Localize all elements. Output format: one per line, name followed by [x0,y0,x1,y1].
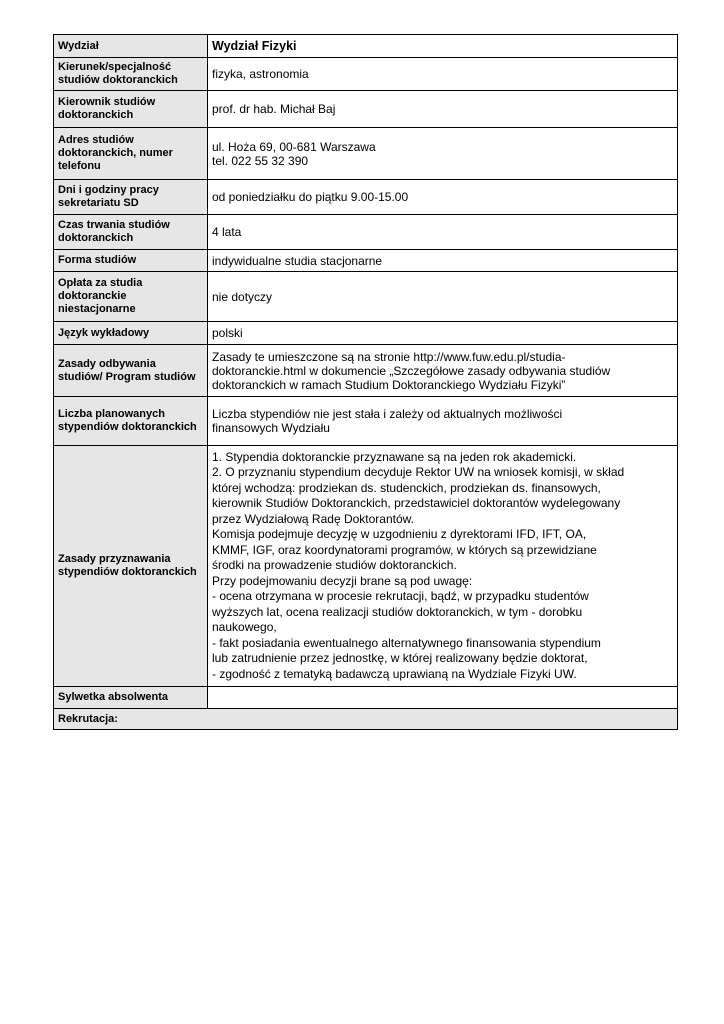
row-value: Wydział Fizyki [208,35,678,58]
text-line: KMMF, IGF, oraz koordynatorami programów, w których są przewidziane [212,542,597,557]
text-line: której wchodzą: prodziekan ds. studenckich, prodziekan ds. finansowych, [212,480,601,495]
text-line: przez Wydziałową Radę Doktorantów. [212,511,414,526]
text-line: Przy podejmowaniu decyzji brane są pod uwagę: [212,573,473,588]
row-label: Adres studiów doktoranckich, numer telefonu [54,128,208,180]
table-row [54,58,678,91]
row-value [208,687,678,709]
text-line: - ocena otrzymana w procesie rekrutacji, bądź, w przypadku studentów [212,589,589,604]
row-label: Język wykładowy [54,322,208,345]
row-value [208,128,678,180]
row-value [208,345,678,397]
table-row [54,250,678,272]
text-line: Komisja podejmuje decyzję w uzgodnieniu z dyrektorami IFD, IFT, OA, [212,527,587,542]
table-row [54,35,678,58]
table-row [54,322,678,345]
text-line: doktoranckie.html w dokumencie „Szczegółowe zasady odbywania studiów [212,363,611,378]
row-value: polski [208,322,678,345]
table-row [54,180,678,215]
row-value [208,397,678,446]
address-line: ul. Hoża 69, 00-681 Warszawa [212,139,376,154]
recruitment-label: Rekrutacja: [54,709,678,730]
row-label: Dni i godziny pracy sekretariatu SD [54,180,208,215]
row-value: od poniedziałku do piątku 9.00-15.00 [208,180,678,215]
text-line: wyższych lat, ocena realizacji studiów doktoranckich, w tym - dorobku [212,604,583,619]
row-label: Liczba planowanych stypendiów doktoranckich [54,397,208,446]
row-label: Czas trwania studiów doktoranckich [54,215,208,250]
table-row [54,446,678,687]
row-label: Zasady przyznawania stypendiów doktoranckich [54,446,208,687]
row-value: indywidualne studia stacjonarne [208,250,678,272]
row-value: fizyka, astronomia [208,58,678,91]
text-line: Zasady te umieszczone są na stronie http://www.fuw.edu.pl/studia- [212,349,566,364]
row-value: 4 lata [208,215,678,250]
row-label: Zasady odbywania studiów/ Program studiów [54,345,208,397]
table-row [54,397,678,446]
row-value [208,446,678,687]
table-row [54,272,678,322]
row-value: prof. dr hab. Michał Baj [208,91,678,128]
row-label: Forma studiów [54,250,208,272]
table-row [54,687,678,709]
table-row [54,345,678,397]
study-info-table [53,34,678,730]
phone-line: tel. 022 55 32 390 [212,153,309,168]
text-line: Liczba stypendiów nie jest stała i zależy od aktualnych możliwości [212,407,563,421]
row-label: Wydział [54,35,208,58]
text-line: środki na prowadzenie studiów doktoranckich. [212,558,457,573]
text-line: kierownik Studiów Doktoranckich, przedstawiciel doktorantów wydelegowany [212,496,621,511]
text-line: doktoranckich w ramach Studium Doktoranckiego Wydziału Fizyki” [212,377,566,392]
text-line: naukowego, [212,620,277,635]
table-row [54,128,678,180]
text-line: 2. O przyznaniu stypendium decyduje Rektor UW na wniosek komisji, w skład [212,465,625,480]
table-row [54,91,678,128]
row-label: Kierunek/specjalność studiów doktoranckich [54,58,208,91]
text-line: - zgodność z tematyką badawczą uprawianą na Wydziale Fizyki UW. [212,666,577,681]
text-line: finansowych Wydziału [212,421,330,435]
row-value: nie dotyczy [208,272,678,322]
table-row [54,215,678,250]
row-label: Kierownik studiów doktoranckich [54,91,208,128]
row-label: Sylwetka absolwenta [54,687,208,709]
text-line: lub zatrudnienie przez jednostkę, w której realizowany będzie doktorat, [212,651,588,666]
table-row [54,709,678,730]
text-line: 1. Stypendia doktoranckie przyznawane są na jeden rok akademicki. [212,449,577,464]
row-label: Opłata za studia doktoranckie niestacjonarne [54,272,208,322]
text-line: - fakt posiadania ewentualnego alternatywnego finansowania stypendium [212,635,601,650]
